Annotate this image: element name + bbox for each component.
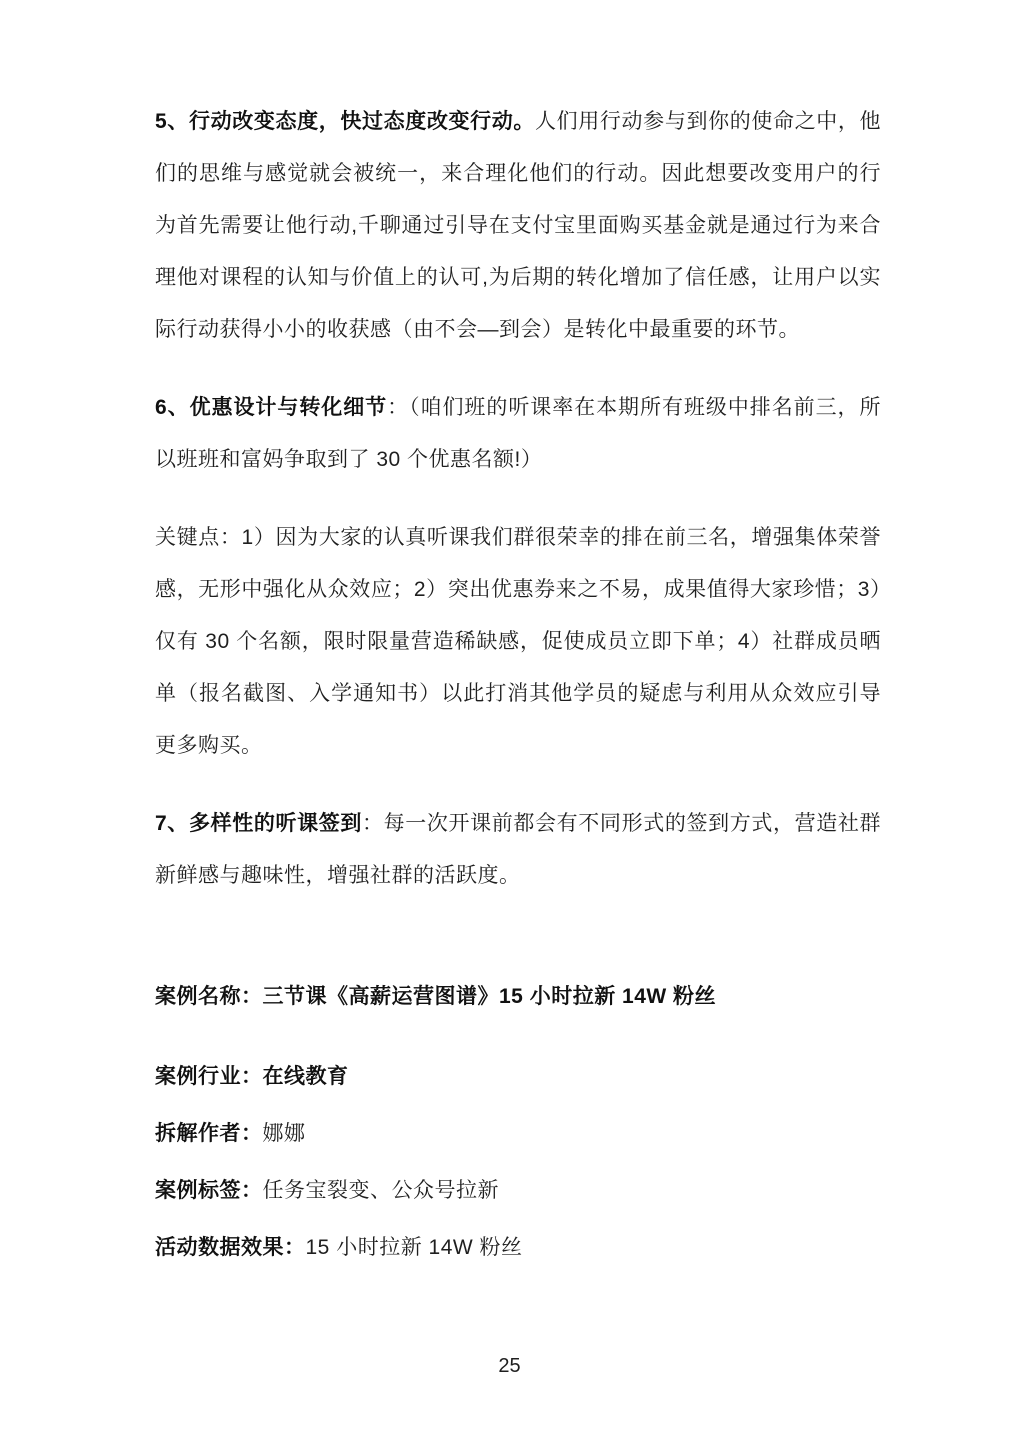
case-results [155, 1231, 881, 1265]
paragraph-7-text: ：每一次开课前都会有不同形式的签到方式，营造社群新鲜感与趣味性，增强社群的活跃度。 [155, 812, 882, 887]
paragraph-6 [155, 382, 881, 486]
page-number: 25 [498, 1355, 521, 1377]
paragraph-5-heading: 5、行动改变态度，快过态度改变行动。 [155, 110, 536, 133]
case-results-label: 活动数据效果： [155, 1236, 306, 1259]
paragraph-6-text: ：（咱们班的听课率在本期所有班级中排名前三，所以班班和富妈争取到了 30 个优惠名额!） [155, 396, 881, 471]
case-author-value: 娜娜 [262, 1122, 306, 1145]
case-author-label: 拆解作者： [155, 1122, 263, 1145]
case-author [155, 1117, 881, 1151]
paragraph-keypoints [155, 512, 881, 772]
paragraph-7 [155, 798, 881, 902]
case-results-value: 15 小时拉新 14W 粉丝 [305, 1236, 523, 1259]
case-tags-label: 案例标签： [155, 1179, 263, 1202]
paragraph-5-text: 人们用行动参与到你的使命之中，他们的思维与感觉就会被统一，来合理化他们的行动。因此想要改变用户的行为首先需要让他行动,千聊通过引导在支付宝里面购买基金就是通过行为来合理他对课程的认知与价值上的认可,为后期的转化增加了信任感，让用户以实际行动获得小小的收获感（由不会—到会）是转化中最重要的环节。 [155, 110, 881, 341]
case-industry-value: 在线教育 [262, 1065, 349, 1088]
case-industry [155, 1060, 881, 1094]
paragraph-7-heading: 7、多样性的听课签到 [155, 812, 362, 835]
case-industry-label: 案例行业： [155, 1065, 263, 1088]
case-title: 案例名称：三节课《高薪运营图谱》15 小时拉新 14W 粉丝 [155, 985, 717, 1008]
paragraph-6-heading: 6、优惠设计与转化细节 [155, 396, 388, 419]
case-tags-value: 任务宝裂变、公众号拉新 [262, 1179, 499, 1202]
paragraph-keypoints-text: 关键点：1）因为大家的认真听课我们群很荣幸的排在前三名，增强集体荣誉感，无形中强化从众效应；2）突出优惠券来之不易，成果值得大家珍惜；3）仅有 30 个名额，限时限量营造稀缺感，促使成员立即下单；4）社群成员晒单（报名截图、入学通知书）以此打消其他学员的疑虑与利用从众效应引导更多购买。 [155, 526, 881, 757]
paragraph-5 [155, 96, 881, 356]
case-tags [155, 1174, 881, 1208]
